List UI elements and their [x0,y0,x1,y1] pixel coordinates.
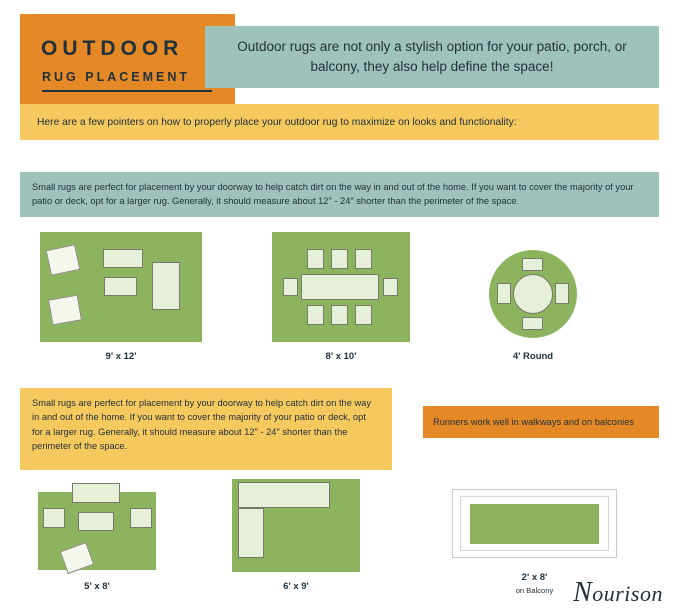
rug-shape-5x8 [38,492,156,570]
dining-chair-top-1 [307,249,324,269]
dining-chair-top-2 [331,249,348,269]
caption-2x8: 2' x 8' [521,572,548,583]
dining-chair-left [283,278,298,296]
pointers-banner-text: Here are a few pointers on how to properly place your outdoor rug to maximize on looks and functionality: [37,116,517,128]
dining-chair-right [383,278,398,296]
intro-banner [205,26,659,88]
page-subtitle: RUG PLACEMENT [42,70,191,84]
sectional-left [238,508,264,558]
page-title: OUTDOOR [41,37,184,60]
runners-note [423,406,659,438]
small-rugs-note-bottom [20,388,392,470]
sofa-right [152,262,180,310]
chair-5x8-right [130,508,152,528]
runners-note-text: Runners work well in walkways and on balconies [433,417,635,427]
caption-5x8: 5' x 8' [84,581,110,592]
chair-5x8-left [43,508,65,528]
caption-8x10: 8' x 10' [325,351,357,362]
sectional-top [238,482,330,508]
dining-chair-bottom-2 [331,305,348,325]
caption-6x9: 6' x 9' [283,581,309,592]
round-chair-top [522,258,543,271]
brand-logo [573,577,663,609]
round-chair-left [497,283,511,304]
caption-9x12: 9' x 12' [105,351,137,362]
title-block [20,14,235,104]
dining-chair-top-3 [355,249,372,269]
coffee-table-5x8 [78,512,114,531]
small-rugs-note-top [20,172,659,217]
sofa-5x8 [72,483,120,503]
dining-chair-bottom-3 [355,305,372,325]
dining-chair-bottom-1 [307,305,324,325]
rug-shape-runner [470,504,599,544]
sofa-top [103,249,143,268]
intro-banner-text: Outdoor rugs are not only a stylish option for your patio, porch, or balcony, they also help define the space! [237,39,627,74]
small-rugs-note-top-text: Small rugs are perfect for placement by your doorway to help catch dirt on the way in and out of the home. If you want to cover the majority of your patio or deck, opt for a larger rug. Generally, it should measure about 12" - 24" shorter than the perimeter of the space. [32,182,634,207]
armchair-2 [48,295,82,326]
dining-table [301,274,379,300]
round-chair-right [555,283,569,304]
round-table [513,274,553,314]
small-rugs-note-bottom-text: Small rugs are perfect for placement by your doorway to help catch dirt on the way in and out of the home. If you want to cover the majority of your patio or deck, opt for a larger rug. Generally, it should measure about 12" - 24" shorter than the perimeter of the space. [32,398,371,452]
pointers-banner [20,104,659,140]
caption-4-round: 4' Round [512,351,554,362]
title-divider [42,90,212,92]
brand-logo-rest: ourison [592,581,663,606]
coffee-table [104,277,137,296]
brand-logo-initial: N [573,577,593,608]
caption-2x8-sub: on Balcony [515,586,554,595]
round-chair-bottom [522,317,543,330]
